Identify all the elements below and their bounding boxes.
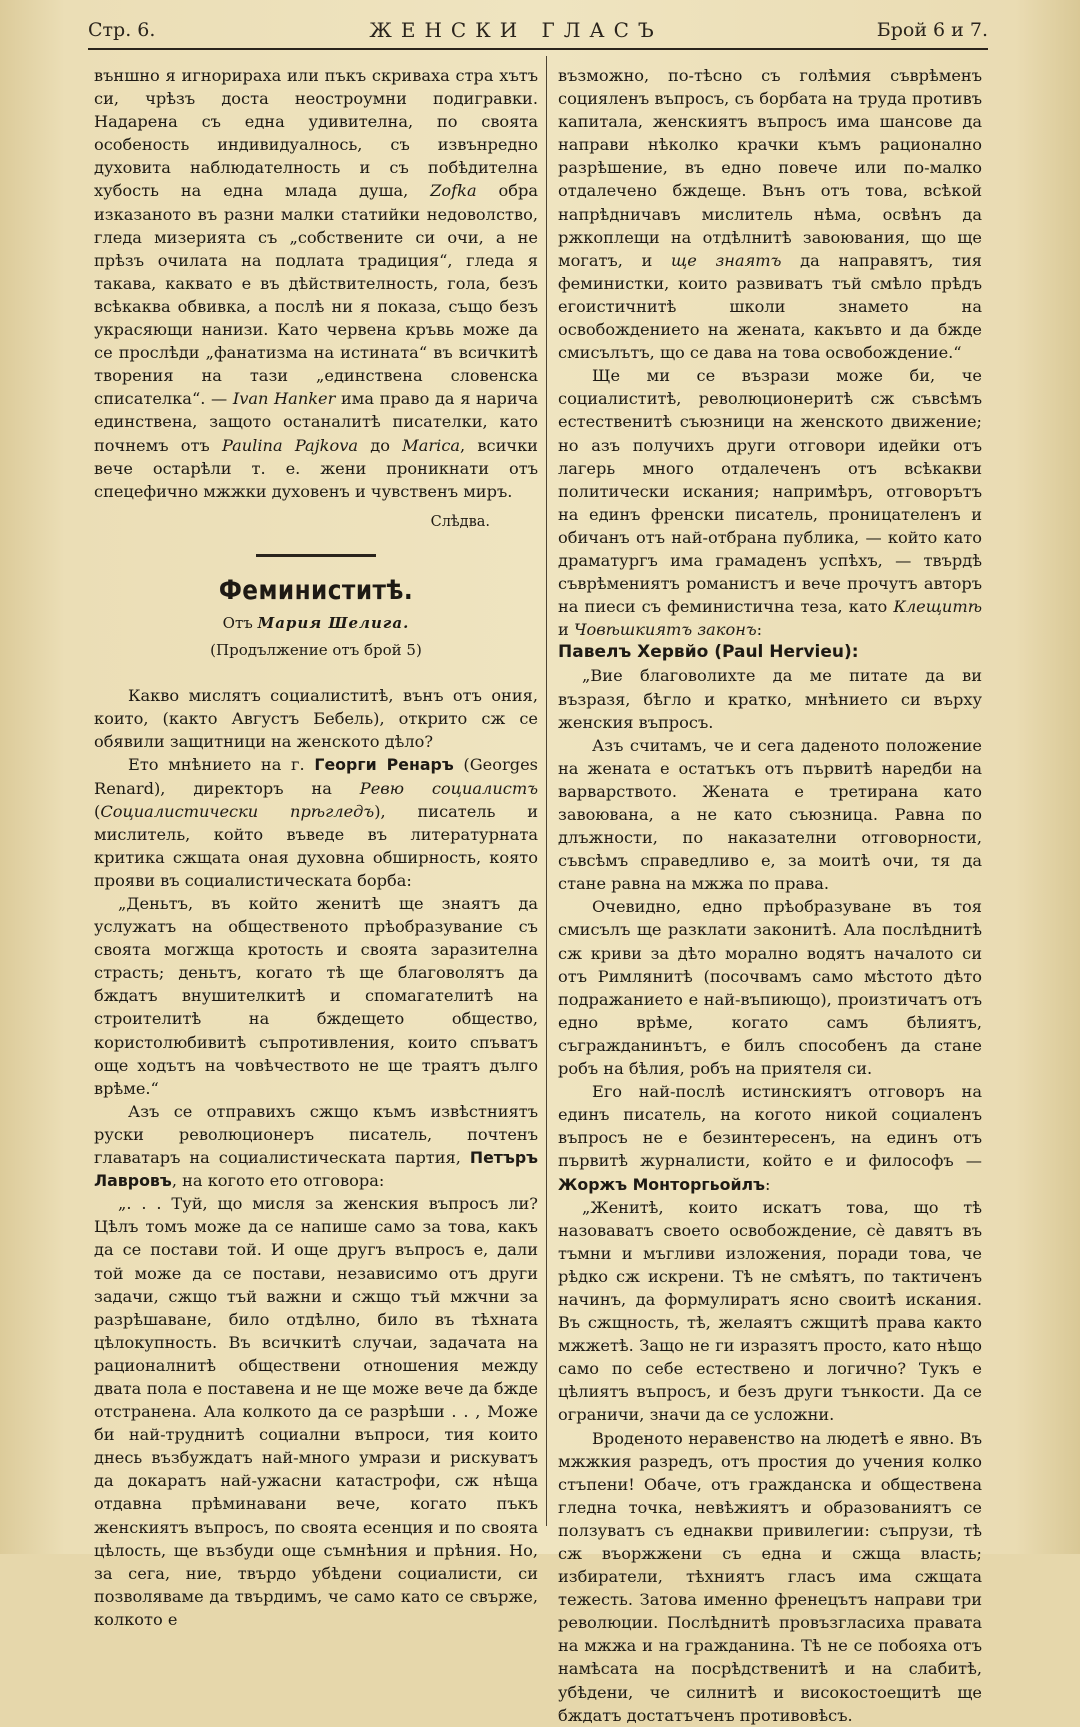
- paragraph-zofka: външно я игнорираха или пъкъ скриваха стра хътъ си, чрѣзъ доста неостроумни подигравки. Надарена съ една удивителна, по своята особеность индивидуалнось, съ извънредно духовита наблюдателность и съ побѣдителна хубость на една млада душа, Zofka обра изказаното въ разни малки статийки недоволство, гледа мизерията съ „собствените си очи, а не прѣзъ очилата на подлата традиция“, гледа я такава, каквато е въ дѣйствителность, гола, безъ всѣкаква обвивка, а послѣ ни я показа, също безъ украсяющи нанизи. Като червена кръвь може да се прослѣди „фанатизма на истината“ въ всичкитѣ творения на тази „единствена словенска списателка“. — Ivan Hanker има право да я нарича единствена, защото останалитѣ писателки, като почнемъ отъ Paulina Pajkova до Marica, всички вече остарѣли т. е. жени проникнати отъ спецефично мжжки духовенъ и чувственъ миръ.: [94, 66, 538, 501]
- name-petr-lavrov: Петъръ Лавровъ: [94, 1148, 538, 1191]
- name-paul-hervieu: Павелъ Хервйо (Paul Hervieu):: [558, 642, 859, 663]
- page-number: Стр. 6.: [88, 19, 156, 41]
- column-divider: [546, 56, 547, 1526]
- quote-montorgueil-1: „Женитѣ, които искатъ това, що тѣ назоваватъ своето освобождение, сѐ давятъ въ тъмни и мъгливи изложения, поради това, че рѣдко сж искрени. Тѣ не смѣятъ, по тактиченъ начинъ, да формулиратъ ясно своитѣ искания. Въ сжщность, тѣ, желаятъ сжщитѣ права както мжжетѣ. Защо не ги изразятъ просто, като нѣщо само по себе естествено и логично? Тукъ е цѣлиятъ въпросъ, и безъ други тънкости. Да се ограничи, значи да се усложни.: [558, 1197, 982, 1425]
- right-column: [558, 64, 982, 1727]
- name-marica: Marica: [402, 435, 461, 455]
- paragraph-lavrov: Азъ се отправихъ сжщо къмъ извѣстниятъ руски революционеръ писатель, почтенъ главатаръ на социалистическата партия, Петъръ Лавровъ, на когото ето отговора:: [94, 1101, 538, 1191]
- header-rule: [88, 48, 988, 50]
- left-column: [94, 64, 538, 1631]
- name-zofka: Zofka: [430, 181, 477, 201]
- name-georges-renard: Георги Ренаръ: [314, 755, 454, 775]
- quote-hervieu-1: „Вие благоволихте да ме питате да ви възразя, бѣгло и кратко, мнѣнието си върху женския въпросъ.: [558, 666, 982, 732]
- to-follow-note: Слѣдва.: [430, 513, 490, 530]
- article-subtitle: (Продължение отъ брой 5): [210, 641, 422, 660]
- masthead-title: ЖЕНСКИ ГЛАСЪ: [369, 18, 663, 42]
- paragraph-intro: Какво мислятъ социалиститѣ, вънъ отъ ония, които, (както Августъ Бебель), открито сж се обявили защитници на женското дѣло?: [94, 686, 538, 752]
- name-paulina-pajkova: Paulina Pajkova: [221, 435, 359, 455]
- quote-hervieu-2: Азъ считамъ, че и сега даденото положение на жената е остатъкъ отъ първитѣ наредби на варварството. Жената е третирана като завоювана, а не като съюзница. Равна по длъжности, по наказателни отговорности, съвсѣмъ справедливо е, за моитѣ очи, тя да стане равна на мжжа по права.: [558, 735, 982, 894]
- article-title: Феминиститѣ.: [218, 574, 414, 606]
- page-header: [88, 14, 988, 46]
- quote-lavrov: „. . . Туй, що мисля за женския въпросъ ли? Цѣлъ томъ може да се напише само за това, какъ да се постави той. И още другъ въпросъ е, дали той може да се постави, независимо отъ други задачи, сжщо тъй важни и сжщо тъй мжчни за разрѣшаване, било отдѣлно, било въ тѣхната цѣлокупность. Въ всичкитѣ случаи, задачата на рационалнитѣ обществени отношения между двата пола е поставена и не ще може вече да бжде отстранена. Ала колкото да се разрѣши . . , Може би най-труднитѣ социални въпроси, тия които днесь възбуждатъ най-много умрази и рискуватъ да докаратъ най-ужасни катастрофи, сж нѣща отдавна прѣминавани вече, когато пъкъ женскиятъ въпросъ, по своята есенция и по своята цѣлость, ще възбуди още съмнѣния и прѣния. Но, за сега, ние, твърдо убѣдени социалисти, си позволяваме да твърдимъ, че само като се свърже, колкото е: [94, 1194, 538, 1629]
- name-georges-montorgueil: Жоржъ Монторгьойлъ: [558, 1174, 765, 1194]
- paragraph-renard: Ето мнѣнието на г. Георги Ренаръ (Georges Renard), директоръ на Ревю социалистъ (Социалистически прѣгледъ), писатель и мислитель, който въведе въ литературната критика сжщата оная духовна обширность, която прояви въ социалистическата борба:: [94, 755, 539, 890]
- quote-renard: „Деньтъ, въ който женитѣ ще знаятъ да услужатъ на общественото прѣобразувание съ своята могжща кротость и своята заразителна страсть; деньтъ, когато тѣ ще благоволятъ да бждатъ внушителкитѣ и спомагателитѣ на строителитѣ на бждещето общество, користолюбивитѣ съпротивления, които спъватъ още ходътъ на човѣчеството не ще траятъ дълго врѣме.“: [94, 894, 538, 1098]
- paragraph-hervieu-intro: Ще ми се възрази може би, че социалиститѣ, революционеритѣ сж съвсѣмъ естественитѣ съюзници на женското движение; но азъ получихъ други отговори идейки отъ лагерь много отдалеченъ отъ всѣкакви политически искания; напримѣръ, отговорътъ на единъ френски писатель, проницателенъ и обичанъ отъ най-отбрана публика, — който като драматургъ има грамаденъ успѣхъ, — твърдѣ съврѣмениятъ романистъ и вече прочутъ авторъ на пиеси съ феминистична теза, като Клещитѣ и Човѣшкиятъ законъ:: [558, 366, 982, 640]
- article-byline: Отъ Мария Шелига.: [222, 613, 410, 632]
- quote-montorgueil-2: Вроденото неравенство на людетѣ е явно. Въ мжжкия разредъ, отъ простия до учения колко стъпени! Обаче, отъ гражданска и обществена гледна точка, невѣжиятъ и образованиятъ се ползуватъ съ еднакви привилегии: съпрузи, тѣ сж въоржжени съ една и сжща власть; избиратели, тѣхниятъ гласъ има сжщата тежесть. Затова именно френецътъ направи три революции. Послѣднитѣ провъзгласиха правата на мжжа и на гражданина. Тѣ не се побояха отъ намѣсата на посрѣдственитѣ и на слабитѣ, убѣдени, че силнитѣ и високостоещитѣ ще бждатъ достатъченъ противовѣсъ.: [558, 1428, 982, 1725]
- section-separator: [256, 554, 376, 557]
- quote-lavrov-continued: възможно, по-тѣсно съ голѣмия съврѣменъ социяленъ въпросъ, съ борбата на труда противъ капитала, женскиятъ въпросъ има шансове да направи нѣколко крачки къмъ рационално разрѣшение, въ едно повече или по-малко отдалечено бждеще. Вънъ отъ това, всѣкой напрѣдничавъ мислитель нѣма, освѣнъ да ржкоплещи на отдѣлнитѣ завоювания, що ще могатъ, и ще знаятъ да направятъ, тия феминистки, които развиватъ тъй смѣло прѣдъ егоистичнитѣ школи знамето на освобождението на жената, какъвто и да бжде смисълътъ, що се дава на това освобождение.“: [558, 66, 982, 363]
- quote-hervieu-3: Очевидно, едно прѣобразуване въ тоя смисълъ ще разклати законитѣ. Ала послѣднитѣ сж криви за дѣто морално водятъ началото си отъ Римлянитѣ (посочвамъ само мѣстото дѣто подражанието е най-въпиющо), произтичатъ отъ едно врѣме, когато самъ бѣлиятъ, съгражданинътъ, е билъ способенъ да стане робъ на бѣлия, робъ на приятеля си.: [558, 897, 982, 1079]
- author-name: Мария Шелига.: [257, 613, 410, 632]
- name-ivan-hanker: Ivan Hanker: [232, 389, 336, 409]
- issue-number: Брой 6 и 7.: [876, 19, 988, 41]
- paragraph-montorgueil-intro: Его най-послѣ истинскиятъ отговоръ на единъ писатель, на когото никой социаленъ въпросъ не е безинтересенъ, на единъ отъ първитѣ журналисти, който е и философъ — Жоржъ Монторгьойлъ:: [558, 1082, 982, 1194]
